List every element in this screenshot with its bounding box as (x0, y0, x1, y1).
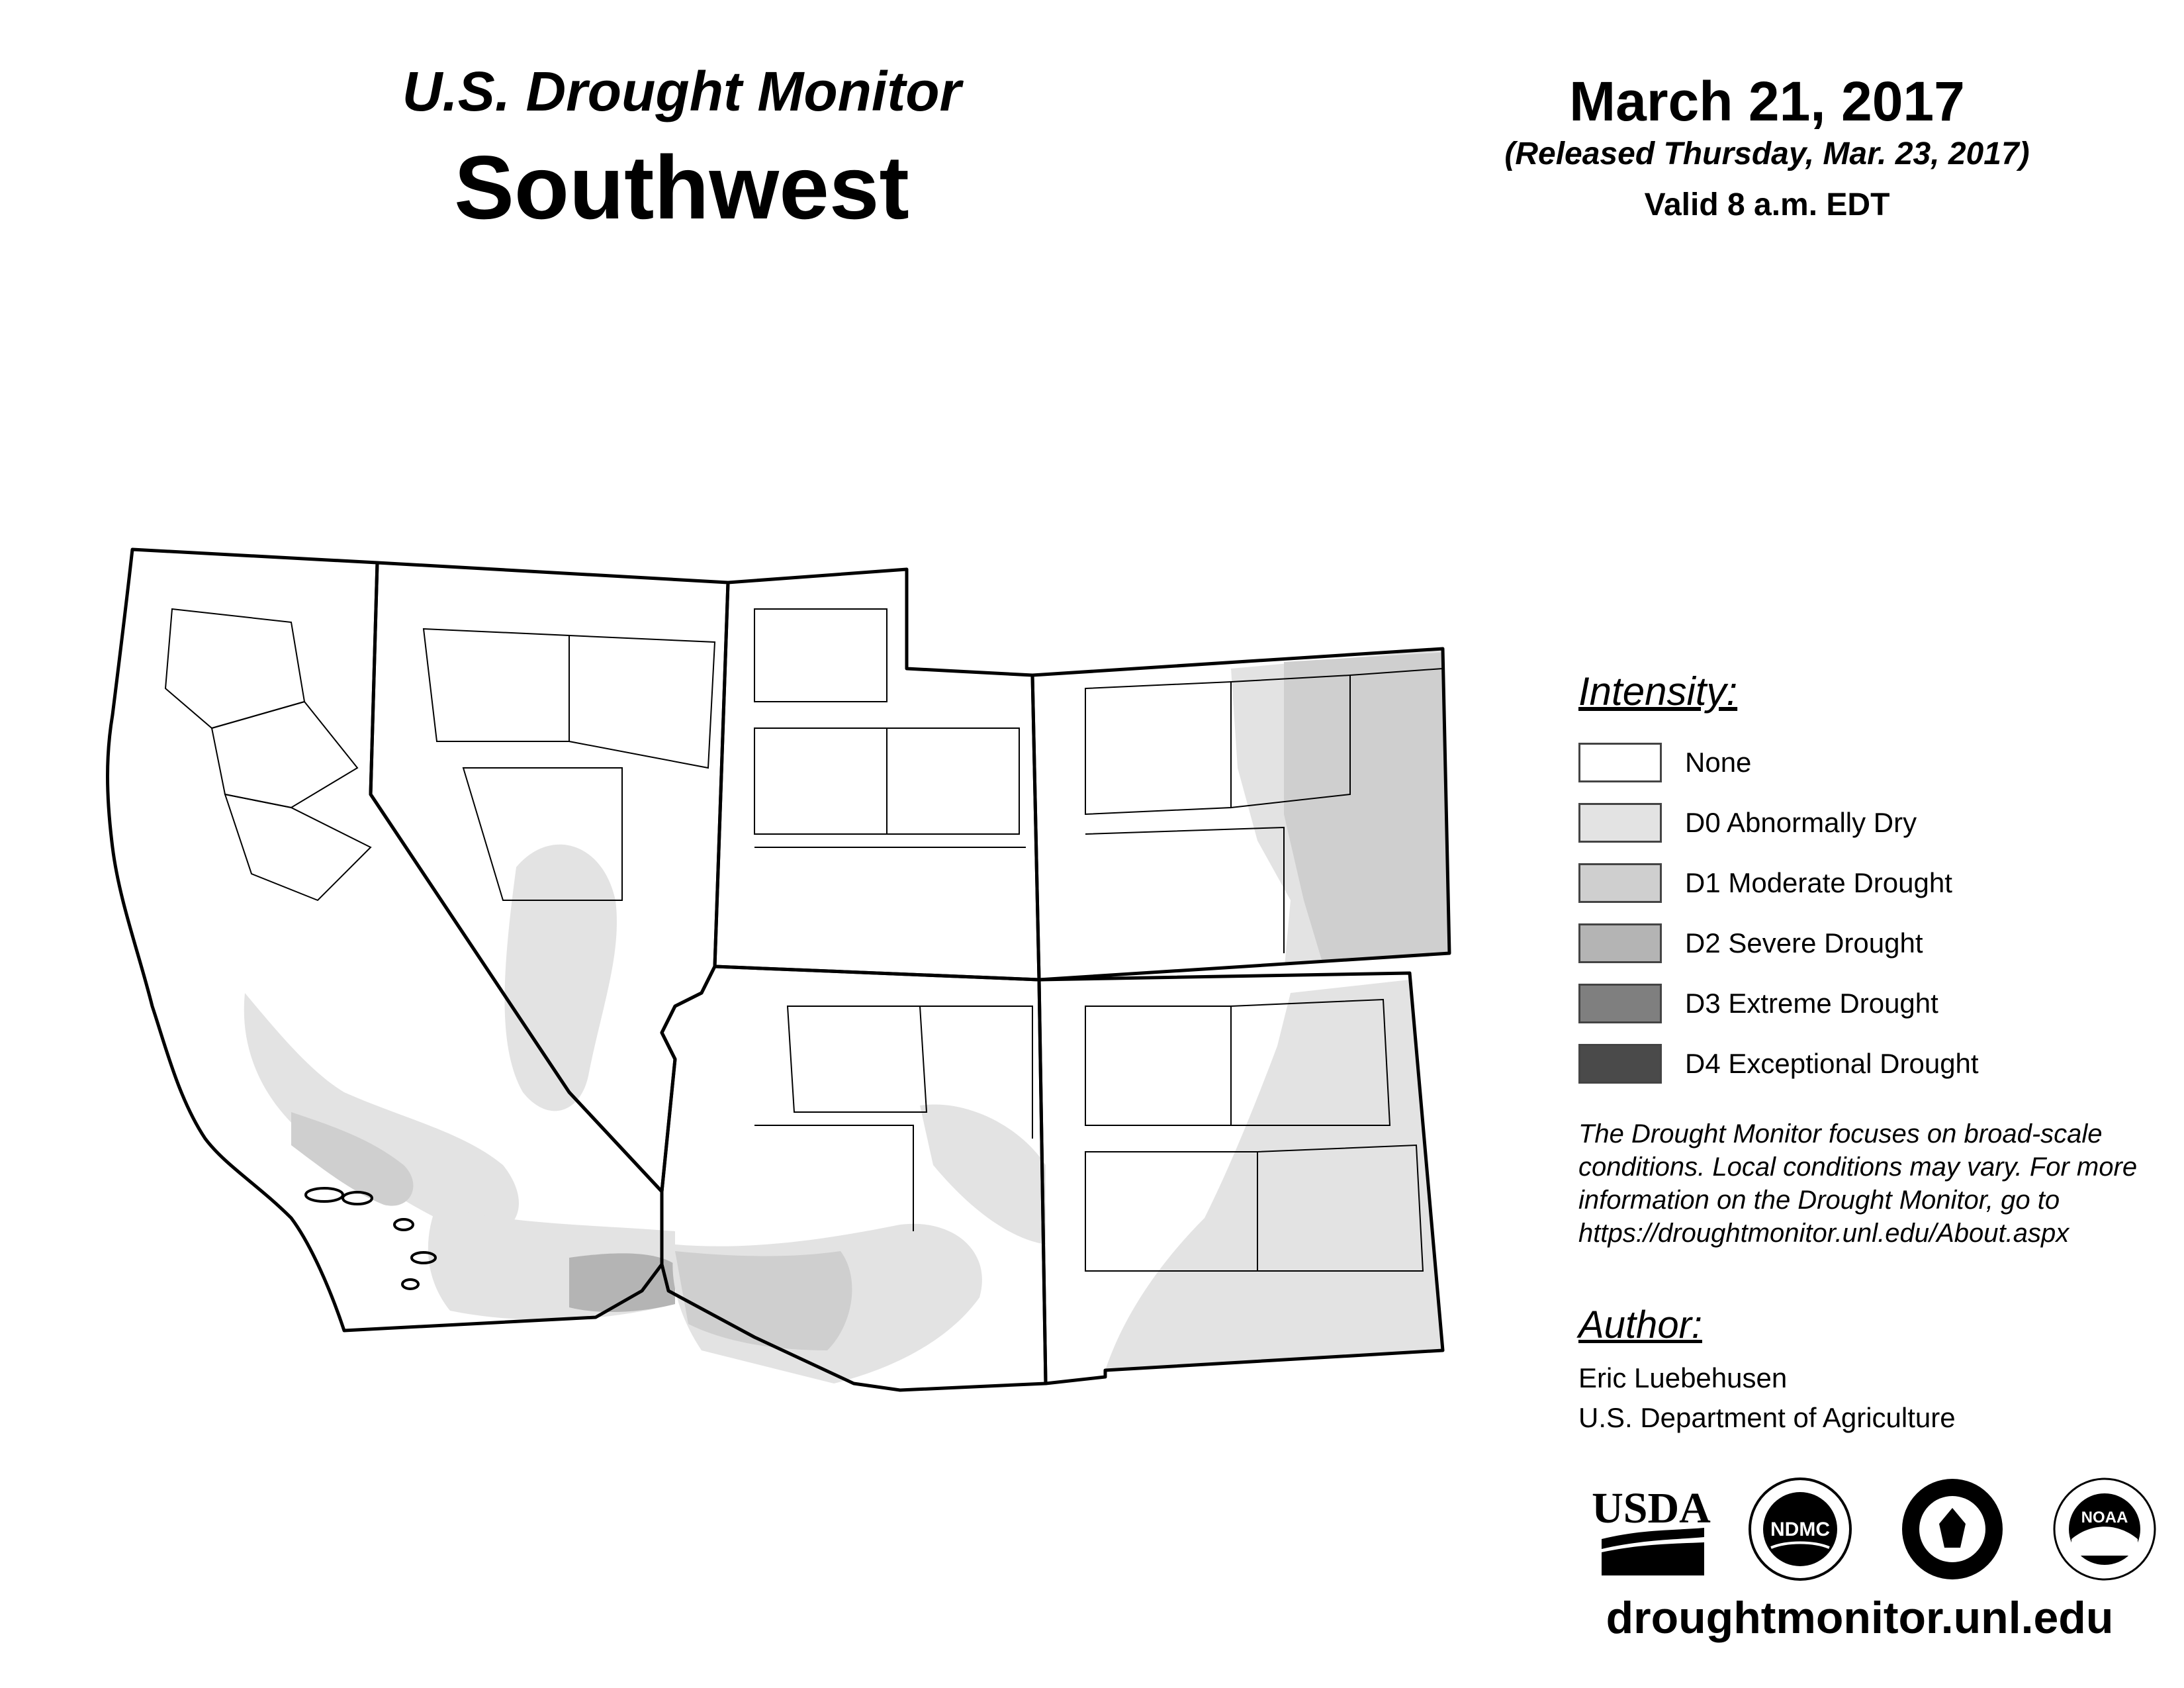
legend-item-d0 (1578, 802, 2121, 844)
author-organization: U.S. Department of Agriculture (1578, 1402, 1956, 1433)
ndmc-logo (1747, 1476, 1853, 1582)
legend-label-d1: D1 Moderate Drought (1685, 867, 1952, 898)
legend-swatch-d0 (1578, 803, 1662, 843)
commerce-seal-logo (1899, 1476, 2005, 1582)
legend-swatch-d4 (1578, 1044, 1662, 1084)
legend-item-d2 (1578, 922, 2121, 964)
drought-area-az-se-d0 (920, 1104, 1046, 1244)
legend-swatch-d3 (1578, 984, 1662, 1023)
state-utah (715, 569, 1039, 980)
map-date: March 21, 2017 (1569, 70, 1965, 132)
release-date: (Released Thursday, Mar. 23, 2017) (1504, 136, 2030, 171)
drought-area-nm-d0 (1105, 980, 1443, 1370)
map-title-line1: U.S. Drought Monitor (402, 60, 962, 122)
noaa-logo (2052, 1476, 2158, 1582)
legend-label-d4: D4 Exceptional Drought (1685, 1048, 1979, 1079)
usda-logo-icon (1588, 1476, 1714, 1582)
drought-shading (244, 649, 1449, 1383)
legend-swatch-d1 (1578, 863, 1662, 903)
author-heading: Author: (1578, 1303, 1702, 1346)
legend-swatch-none (1578, 743, 1662, 782)
legend-item-d4 (1578, 1043, 2121, 1085)
legend-label-d0: D0 Abnormally Dry (1685, 807, 1917, 838)
drought-area-nv-d0 (505, 845, 617, 1111)
legend-label-none: None (1685, 747, 1752, 778)
legend-label-d3: D3 Extreme Drought (1685, 988, 1938, 1019)
legend-heading: Intensity: (1578, 669, 1738, 714)
valid-time: Valid 8 a.m. EDT (1644, 187, 1890, 222)
drought-monitor-note: The Drought Monitor focuses on broad-scale conditions. Local conditions may vary. For more information on the Drought Monitor, go to https://droughtmonitor.unl.edu/About.aspx (1578, 1119, 2138, 1248)
author-name: Eric Luebehusen (1578, 1362, 1788, 1393)
drought-map-svg (93, 530, 1496, 1456)
svg-text:NOAA: NOAA (2081, 1509, 2128, 1526)
legend-swatch-d2 (1578, 923, 1662, 963)
legend-item-d1 (1578, 862, 2121, 904)
legend-label-d2: D2 Severe Drought (1685, 927, 1923, 959)
usda-logo (1588, 1476, 1714, 1582)
svg-text:NDMC: NDMC (1770, 1519, 1830, 1540)
footer-url[interactable]: droughtmonitor.unl.edu (1606, 1593, 2114, 1643)
legend-item-d3 (1578, 982, 2121, 1025)
svg-text:USDA: USDA (1592, 1484, 1711, 1532)
ndmc-logo-icon (1747, 1476, 1853, 1582)
map-title-region: Southwest (454, 137, 909, 238)
legend-item-none (1578, 741, 2121, 784)
drought-map (93, 530, 1496, 1456)
commerce-seal-icon (1899, 1476, 2005, 1582)
noaa-logo-icon (2052, 1476, 2158, 1582)
